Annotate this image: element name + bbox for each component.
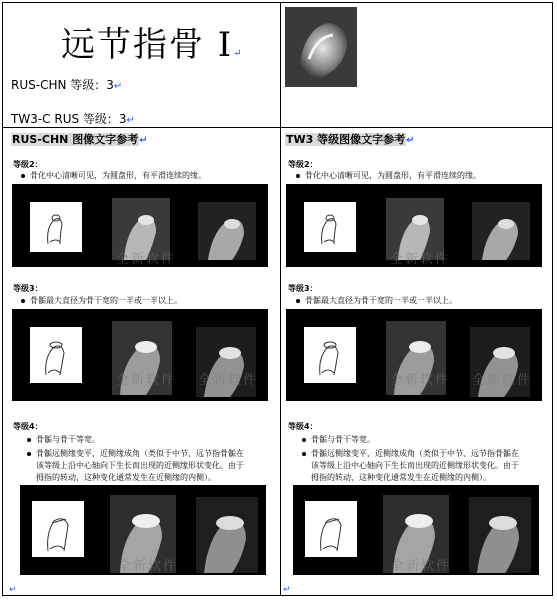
grade-4-bullet-2-line-3: 拇指的转动，这种变化通常发生在近侧缘的内侧）。 [36,473,216,482]
tw3-grade-2-xray-2 [472,202,530,260]
column-divider [280,3,281,595]
tw3-grade-3-image-strip [286,309,542,401]
paragraph-mark: ↵ [9,585,17,595]
watermark: 全新软件 [116,252,177,267]
grade-3-diagram [30,327,82,383]
tw3-grade-4-bullet-2-line-2: 该等级上沿中心轴向下生长而出现的近侧缘形状变化。由于 [311,461,519,470]
watermark: 全新软件 [391,559,452,574]
grade-4-diagram [32,501,84,557]
tw3-grade-4-label: 等级4： [288,422,318,431]
tw3-grade-2-image-strip [286,184,542,267]
tw3-grade-3-diagram [304,327,356,383]
grade-4-bullet-2-line-2: 该等级上沿中心轴向下生长而出现的近侧缘形状变化。由于 [36,461,244,470]
tw3-grade-2-bullet: 骨化中心清晰可见，为圆盘形，有平滑连续的缘。 [296,170,481,181]
right-column-heading: TW3 等级图像文字参考↵ [286,133,415,146]
watermark: 全新软件 [198,373,259,388]
watermark: 全新软件 [116,373,177,388]
tw3-grade-4-image-strip [293,485,539,575]
grade-2-diagram [30,202,82,252]
tw3-grade-2-label: 等级2： [288,160,318,169]
grade-2-label: 等级2： [13,160,43,169]
tw3-grade-4-bullet-1: 骨骺与骨干等宽。 [302,434,375,445]
tw3-grade-4-xray-2 [469,497,531,573]
header-divider [3,127,552,128]
tw3-grade-2-diagram [304,202,356,252]
tw3-grade-4-diagram [305,501,357,557]
grade-4-xray-2 [196,497,258,573]
watermark: 全新软件 [390,373,451,388]
page-title: 远节指骨 I↵ [61,25,244,65]
watermark: 全新软件 [472,373,533,388]
reference-page [2,2,553,596]
rus-chn-grade: RUS-CHN 等级：3↵ [11,78,123,92]
paragraph-mark: ↵ [283,585,291,595]
left-column-heading: RUS-CHN 图像文字参考↵ [12,133,148,146]
grade-2-bullet: 骨化中心清晰可见，为圆盘形，有平滑连续的缘。 [21,170,206,181]
grade-2-image-strip [12,184,268,267]
grade-2-xray-2 [198,202,256,260]
tw3-grade-4-bullet-2: 骨骺远侧缘变平，近侧缘成角（类似于中节、远节指骨骺在 [302,448,519,459]
grade-3-image-strip [12,309,268,401]
xray-thumbnail [285,7,357,87]
grade-4-label: 等级4： [13,422,43,431]
tw3-grade-3-label: 等级3： [288,284,318,293]
watermark: 全新软件 [118,559,179,574]
grade-3-label: 等级3： [13,284,43,293]
tw3-grade: TW3-C RUS 等级：3↵ [11,112,135,126]
grade-4-bullet-1: 骨骺与骨干等宽。 [27,434,100,445]
watermark: 全新软件 [390,252,451,267]
grade-4-bullet-2: 骨骺远侧缘变平，近侧缘成角（类似于中节、远节指骨骺在 [27,448,244,459]
grade-4-image-strip [20,485,266,575]
grade-3-bullet: 骨骺最大直径为骨干宽的一半或一半以上。 [21,295,182,306]
tw3-grade-3-bullet: 骨骺最大直径为骨干宽的一半或一半以上。 [296,295,457,306]
tw3-grade-4-bullet-2-line-3: 拇指的转动，这种变化通常发生在近侧缘的内侧）。 [311,473,491,482]
